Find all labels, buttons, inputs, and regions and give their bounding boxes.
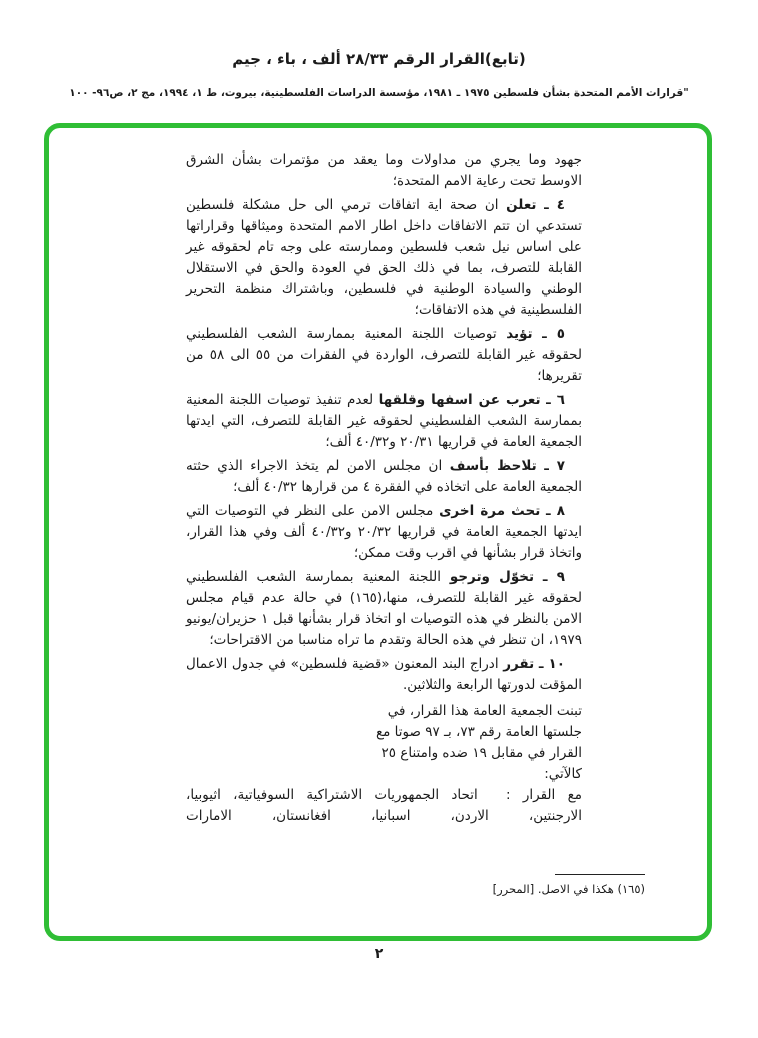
- paragraph-text: جهود وما يجري من مداولات وما يعقد من مؤتمرات بشأن الشرق الاوسط تحت رعاية الامم المتحدة؛: [186, 152, 582, 189]
- paragraph-number: ١٠ ـ: [538, 656, 566, 672]
- paragraph-lead: تخوّل وترجو: [449, 569, 535, 585]
- vote-with-countries: اتحاد الجمهوريات الاشتراكية السوفياتية، اثيوبيا، الارجنتين، الاردن، اسبانيا، افغانستان، الامارات: [186, 787, 582, 824]
- adoption-note: تبنت الجمعية العامة هذا القرار، في جلستها العامة رقم ٧٣، بـ ٩٧ صوتا مع القرار في مقابل ١٩ ضده وامتناع ٢٥ كالآتي:: [375, 703, 582, 782]
- paragraph-lead: تقرر: [503, 656, 535, 672]
- vote-with-line: [186, 785, 582, 827]
- page-frame: [44, 123, 712, 941]
- page-number: ٢: [374, 946, 384, 962]
- footnote: [415, 874, 645, 896]
- footnote-rule: [555, 874, 645, 875]
- paragraph-text: اللجنة المعنية بممارسة الشعب الفلسطيني لحقوقه غير القابلة للتصرف، منها،(١٦٥) في حالة عدم قيام مجلس الامن بالنظر في هذه التوصيات او اتخاذ قرار بشأنها قبل ١ حزيران/يونيو ١٩٧٩، ان تنظر في هذه الحالة وتقدم ما تراه مناسبا من الاقتراحات؛: [186, 569, 582, 648]
- page-title: (تابع)القرار الرقم ٢٨/٣٣ ألف ، باء ، جيم: [232, 50, 526, 68]
- paragraph-number: ٤ ـ: [544, 197, 565, 213]
- paragraph-number: ٨ ـ: [546, 503, 566, 519]
- source-citation: "قرارات الأمم المتحدة بشأن فلسطين ١٩٧٥ ـ ١٩٨١، مؤسسة الدراسات الفلسطينية، بيروت، ط ١، ١٩٩٤، مج ٢، ص٩٦- ١٠٠: [69, 87, 689, 99]
- vote-with-label: مع القرار :: [506, 787, 582, 803]
- paragraph-6: [186, 390, 582, 453]
- paragraph-lead: تؤيد: [506, 326, 533, 342]
- paragraph-number: ٩ ـ: [542, 569, 565, 585]
- paragraph-continuation: [186, 150, 582, 192]
- paragraph-text: توصيات اللجنة المعنية بممارسة الشعب الفلسطيني لحقوقه غير القابلة للتصرف، الواردة في الفقرات من ٥٥ الى ٥٨ من تقريرها؛: [186, 326, 582, 384]
- paragraph-5: [186, 324, 582, 387]
- paragraph-text: ان صحة اية اتفاقات ترمي الى حل مشكلة فلسطين تستدعي ان تتم الاتفاقات داخل اطار الامم المتحدة وميثاقها وقراراتها على اساس نيل شعب فلسطين وممارسته على وجه تام لحقوقه غير القابلة للتصرف، بما في ذلك الحق في العودة والحق في الاستقلال الوطني والسيادة الوطنية في فلسطين، وباشتراك منظمة التحرير الفلسطينية في هذه الاتفاقات؛: [186, 197, 582, 318]
- paragraph-lead: تلاحظ بأسف: [449, 458, 537, 474]
- paragraph-text: ادراج البند المعنون «قضية فلسطين» في جدول الاعمال المؤقت لدورتها الرابعة والثلاثين.: [186, 656, 582, 693]
- paragraph-number: ٧ ـ: [544, 458, 566, 474]
- paragraph-9: [186, 567, 582, 651]
- paragraph-text: ان مجلس الامن لم يتخذ الاجراء الذي حثته الجمعية العامة على اتخاذه في الفقرة ٤ من قرارها ٤٠/٣٢ ألف؛: [186, 458, 582, 495]
- footnote-text: (١٦٥) هكذا في الاصل. [المحرر]: [492, 882, 645, 896]
- paragraph-text: مجلس الامن على النظر في التوصيات التي ايدتها الجمعية العامة في قراريها ٢٠/٣٢ و٤٠/٣٢ ألف وفي هذا القرار، واتخاذ قرار بشأنها في اقرب وقت ممكن؛: [186, 503, 582, 561]
- paragraph-8: [186, 501, 582, 564]
- resolution-text: [186, 150, 582, 830]
- paragraph-lead: تعلن: [506, 197, 537, 213]
- paragraph-number: ٦ ـ: [546, 392, 565, 408]
- paragraph-10: [186, 654, 582, 696]
- paragraph-7: [186, 456, 582, 498]
- paragraph-lead: تحث مرة اخرى: [439, 503, 541, 519]
- paragraph-lead: تعرب عن اسفها وقلقها: [378, 392, 541, 408]
- paragraph-text: لعدم تنفيذ توصيات اللجنة المعنية بممارسة الشعب الفلسطيني لحقوقه غير القابلة للتصرف، التي ايدتها الجمعية العامة في قراريها ٢٠/٣١ و٤٠/٣٢ ألف؛: [186, 392, 582, 450]
- paragraph-4: [186, 195, 582, 321]
- paragraph-number: ٥ ـ: [542, 326, 565, 342]
